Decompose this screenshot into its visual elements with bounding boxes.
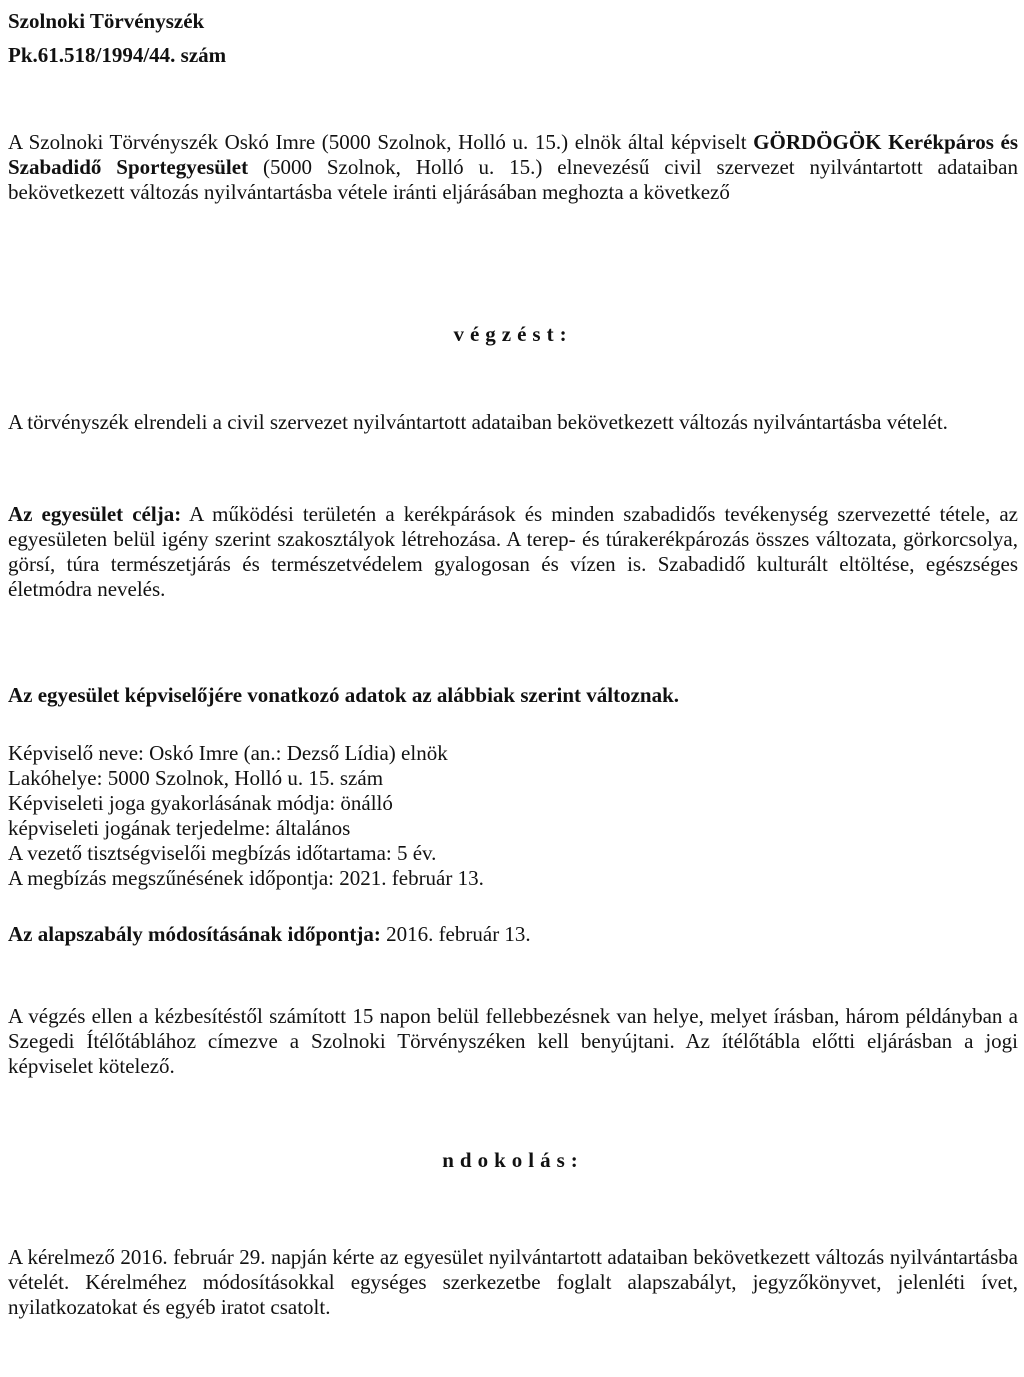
representative-name: Képviselő neve: Oskó Imre (an.: Dezső Lídia) elnök — [8, 741, 448, 765]
amendment-value: 2016. február 13. — [380, 922, 531, 946]
appeal-paragraph: A végzés ellen a kézbesítéstől számított 15 napon belül fellebbezésnek van helye, melyet írásban, három példányban a Szegedi Ítélőtáblához címezve a Szolnoki Törvényszéken kell benyújtani. Az ítélőtábla előtti eljárásban a jogi képviselet kötelező. — [8, 1004, 1018, 1078]
amendment-label: Az alapszabály módosításának időpontja: — [8, 922, 381, 946]
organization-name: GÖRDÖGÖK Kerékpáros és Szabadidő Sportegyesület — [8, 130, 1018, 179]
representation-scope: képviseleti jogának terjedelme: általános — [8, 816, 351, 840]
amendment-date — [8, 922, 531, 947]
intro-text-1: A Szolnoki Törvényszék Oskó Imre (5000 Szolnok, Holló u. 15.) elnök által képviselt — [8, 130, 754, 154]
decision-heading: végzést: — [453, 322, 573, 346]
intro-paragraph — [8, 130, 1018, 205]
representative-residence: Lakóhelye: 5000 Szolnok, Holló u. 15. szám — [8, 766, 384, 790]
representative-heading-text: Az egyesület képviselőjére vonatkozó adatok az alábbiak szerint változnak. — [8, 683, 679, 707]
representation-mode: Képviseleti joga gyakorlásának módja: önálló — [8, 791, 393, 815]
intro-text-2: (5000 Szolnok, Holló u. 15.) elnevezésű civil szervezet nyilvántartott adataiban bekövetkezett változás nyilvántartásba vétele iránti eljárásában meghozta a következő — [8, 155, 1018, 204]
purpose-label: Az egyesület célja: — [8, 502, 182, 526]
court-name: Szolnoki Törvényszék — [8, 9, 205, 33]
mandate-end-date: A megbízás megszűnésének időpontja: 2021. február 13. — [8, 866, 484, 890]
mandate-duration: A vezető tisztségviselői megbízás időtartama: 5 év. — [8, 841, 437, 865]
purpose-paragraph — [8, 502, 1018, 602]
decision-paragraph: A törvényszék elrendeli a civil szervezet nyilvántartott adataiban bekövetkezett változás nyilvántartásba vételét. — [8, 410, 948, 434]
reasons-paragraph: A kérelmező 2016. február 29. napján kérte az egyesület nyilvántartott adataiban bekövetkezett változás nyilvántartásba vételét. Kérelméhez módosításokkal egységes szerkezetbe foglalt alapszabályt, jegyzőkönyvet, jelenléti ívet, nyilatkozatokat és egyéb iratot csatolt. — [8, 1245, 1018, 1319]
reasons-heading: ndokolás: — [442, 1148, 584, 1172]
representative-heading — [8, 683, 1018, 708]
case-number: Pk.61.518/1994/44. szám — [8, 43, 227, 67]
purpose-text: A működési területén a kerékpárások és minden szabadidős tevékenység szervezetté tétele, az egyesületen belül igény szerint szakosztályok létrehozása. A terep- és túrakerékpározás összes változata, görkorcsolya, görsí, túra természetjárás és természetvédelem gyalogosan és vízen is. Szabadidő kulturált eltöltése, egészséges életmódra nevelés. — [8, 502, 1018, 601]
